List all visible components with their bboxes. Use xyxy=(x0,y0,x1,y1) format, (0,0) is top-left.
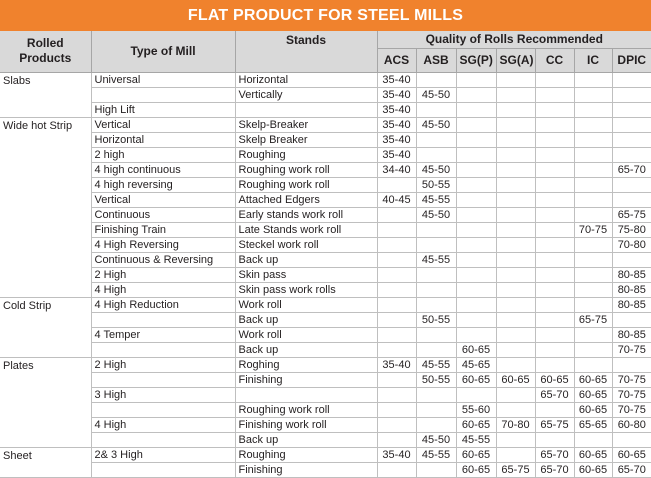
quality-value-cell: 70-80 xyxy=(496,417,535,432)
quality-value-cell: 45-50 xyxy=(416,117,456,132)
quality-value-cell xyxy=(496,282,535,297)
quality-value-cell: 34-40 xyxy=(377,162,416,177)
header-grade: SG(A) xyxy=(496,48,535,72)
quality-value-cell: 60-65 xyxy=(456,342,496,357)
quality-value-cell xyxy=(535,72,574,87)
table-row xyxy=(0,372,651,387)
quality-value-cell xyxy=(574,297,612,312)
quality-value-cell xyxy=(496,147,535,162)
stand-cell: Back up xyxy=(235,342,377,357)
quality-value-cell: 40-45 xyxy=(377,192,416,207)
quality-value-cell: 35-40 xyxy=(377,72,416,87)
quality-value-cell: 70-75 xyxy=(574,222,612,237)
header-grade: DPIC xyxy=(612,48,651,72)
quality-value-cell xyxy=(496,207,535,222)
quality-value-cell xyxy=(612,357,651,372)
quality-value-cell xyxy=(456,117,496,132)
quality-value-cell: 45-55 xyxy=(456,432,496,447)
quality-value-cell xyxy=(535,267,574,282)
table-row xyxy=(0,357,651,372)
quality-value-cell xyxy=(416,237,456,252)
table-row xyxy=(0,402,651,417)
quality-value-cell xyxy=(574,357,612,372)
quality-value-cell xyxy=(574,102,612,117)
quality-value-cell xyxy=(377,222,416,237)
quality-value-cell: 45-50 xyxy=(416,432,456,447)
quality-value-cell xyxy=(496,87,535,102)
stand-cell: Skelp Breaker xyxy=(235,132,377,147)
quality-value-cell: 80-85 xyxy=(612,327,651,342)
quality-value-cell xyxy=(535,117,574,132)
quality-value-cell: 65-70 xyxy=(535,447,574,462)
quality-value-cell: 35-40 xyxy=(377,447,416,462)
quality-value-cell xyxy=(456,207,496,222)
quality-value-cell: 65-75 xyxy=(612,207,651,222)
table-row xyxy=(0,207,651,222)
quality-value-cell xyxy=(496,237,535,252)
header-grade: CC xyxy=(535,48,574,72)
quality-value-cell: 45-50 xyxy=(416,207,456,222)
stand-cell: Finishing xyxy=(235,372,377,387)
mill-type-cell: 4 high continuous xyxy=(91,162,235,177)
mill-type-cell: 2 High xyxy=(91,267,235,282)
quality-value-cell: 50-55 xyxy=(416,372,456,387)
quality-value-cell xyxy=(496,177,535,192)
quality-value-cell: 60-80 xyxy=(612,417,651,432)
stand-cell: Back up xyxy=(235,252,377,267)
mill-type-cell xyxy=(91,402,235,417)
quality-value-cell xyxy=(377,207,416,222)
quality-value-cell: 35-40 xyxy=(377,87,416,102)
quality-value-cell xyxy=(377,372,416,387)
quality-value-cell xyxy=(535,222,574,237)
rolled-product-cell: Plates xyxy=(0,357,91,447)
stand-cell: Finishing work roll xyxy=(235,417,377,432)
quality-value-cell: 35-40 xyxy=(377,357,416,372)
mill-type-cell: 4 Temper xyxy=(91,327,235,342)
header-grade: SG(P) xyxy=(456,48,496,72)
quality-value-cell xyxy=(535,177,574,192)
quality-value-cell xyxy=(416,342,456,357)
stand-cell: Back up xyxy=(235,312,377,327)
quality-value-cell xyxy=(377,252,416,267)
stand-cell: Roghing xyxy=(235,357,377,372)
quality-value-cell xyxy=(456,312,496,327)
quality-value-cell: 60-65 xyxy=(574,387,612,402)
quality-value-cell: 75-80 xyxy=(612,222,651,237)
quality-value-cell: 65-70 xyxy=(612,162,651,177)
quality-value-cell xyxy=(456,147,496,162)
quality-value-cell xyxy=(612,192,651,207)
mill-type-cell xyxy=(91,87,235,102)
header-grade: IC xyxy=(574,48,612,72)
quality-value-cell xyxy=(416,462,456,477)
quality-value-cell xyxy=(535,132,574,147)
quality-value-cell xyxy=(612,72,651,87)
stand-cell: Skelp-Breaker xyxy=(235,117,377,132)
quality-value-cell xyxy=(535,312,574,327)
quality-value-cell: 60-65 xyxy=(456,417,496,432)
quality-value-cell xyxy=(574,162,612,177)
quality-value-cell: 70-75 xyxy=(612,402,651,417)
quality-value-cell: 60-65 xyxy=(496,372,535,387)
header-rolled-products: Rolled Products xyxy=(0,31,91,72)
quality-value-cell xyxy=(574,267,612,282)
mill-type-cell xyxy=(91,312,235,327)
quality-value-cell xyxy=(377,237,416,252)
quality-value-cell xyxy=(574,192,612,207)
quality-value-cell: 60-65 xyxy=(574,447,612,462)
quality-value-cell xyxy=(416,267,456,282)
header-quality: Quality of Rolls Recommended xyxy=(377,31,651,48)
quality-value-cell: 60-65 xyxy=(456,462,496,477)
quality-value-cell xyxy=(496,102,535,117)
stand-cell xyxy=(235,102,377,117)
quality-value-cell xyxy=(574,327,612,342)
quality-value-cell xyxy=(377,417,416,432)
quality-value-cell: 60-65 xyxy=(574,462,612,477)
quality-value-cell xyxy=(496,297,535,312)
quality-value-cell xyxy=(377,327,416,342)
quality-value-cell: 65-70 xyxy=(535,462,574,477)
quality-value-cell xyxy=(416,132,456,147)
quality-value-cell xyxy=(377,402,416,417)
stand-cell: Roughing xyxy=(235,447,377,462)
mill-type-cell xyxy=(91,372,235,387)
quality-value-cell xyxy=(612,177,651,192)
quality-value-cell xyxy=(535,402,574,417)
table-row xyxy=(0,87,651,102)
mill-type-cell: 3 High xyxy=(91,387,235,402)
quality-value-cell xyxy=(535,87,574,102)
quality-value-cell xyxy=(456,222,496,237)
quality-value-cell xyxy=(416,102,456,117)
stand-cell: Steckel work roll xyxy=(235,237,377,252)
quality-value-cell xyxy=(416,222,456,237)
quality-value-cell xyxy=(496,252,535,267)
table-row xyxy=(0,117,651,132)
quality-value-cell xyxy=(456,387,496,402)
header-type-of-mill: Type of Mill xyxy=(91,31,235,72)
quality-value-cell: 70-75 xyxy=(612,387,651,402)
page-title: FLAT PRODUCT FOR STEEL MILLS xyxy=(0,0,651,31)
mill-type-cell: 2 high xyxy=(91,147,235,162)
quality-value-cell xyxy=(456,162,496,177)
quality-value-cell: 50-55 xyxy=(416,312,456,327)
quality-value-cell: 65-75 xyxy=(574,312,612,327)
quality-value-cell xyxy=(574,177,612,192)
header-stands: Stands xyxy=(235,31,377,72)
quality-value-cell xyxy=(377,177,416,192)
quality-value-cell xyxy=(535,297,574,312)
stand-cell: Attached Edgers xyxy=(235,192,377,207)
quality-value-cell: 55-60 xyxy=(456,402,496,417)
table-row xyxy=(0,102,651,117)
quality-value-cell xyxy=(612,312,651,327)
mill-type-cell xyxy=(91,462,235,477)
quality-value-cell: 45-50 xyxy=(416,162,456,177)
quality-value-cell xyxy=(416,282,456,297)
quality-value-cell xyxy=(377,432,416,447)
quality-value-cell xyxy=(377,387,416,402)
quality-value-cell xyxy=(574,87,612,102)
mill-type-cell: 4 High xyxy=(91,282,235,297)
table-row xyxy=(0,192,651,207)
table-row xyxy=(0,267,651,282)
quality-value-cell xyxy=(456,327,496,342)
rolled-product-cell: Slabs xyxy=(0,72,91,117)
rolls-table xyxy=(0,31,651,478)
header-grade: ASB xyxy=(416,48,456,72)
mill-type-cell: 4 High xyxy=(91,417,235,432)
table-row xyxy=(0,162,651,177)
stand-cell: Roughing work roll xyxy=(235,177,377,192)
quality-value-cell xyxy=(416,387,456,402)
quality-value-cell xyxy=(574,342,612,357)
stand-cell: Work roll xyxy=(235,327,377,342)
table-row xyxy=(0,297,651,312)
table-row xyxy=(0,132,651,147)
stand-cell: Roughing work roll xyxy=(235,162,377,177)
mill-type-cell: Continuous xyxy=(91,207,235,222)
quality-value-cell xyxy=(574,237,612,252)
quality-value-cell xyxy=(535,282,574,297)
mill-type-cell: Horizontal xyxy=(91,132,235,147)
stand-cell: Late Stands work roll xyxy=(235,222,377,237)
quality-value-cell xyxy=(496,402,535,417)
mill-type-cell: 2 High xyxy=(91,357,235,372)
quality-value-cell xyxy=(456,87,496,102)
quality-value-cell xyxy=(496,192,535,207)
quality-value-cell: 60-65 xyxy=(535,372,574,387)
quality-value-cell xyxy=(377,297,416,312)
quality-value-cell: 65-75 xyxy=(496,462,535,477)
quality-value-cell: 45-65 xyxy=(456,357,496,372)
quality-value-cell: 80-85 xyxy=(612,297,651,312)
quality-value-cell: 45-55 xyxy=(416,192,456,207)
quality-value-cell xyxy=(496,132,535,147)
quality-value-cell xyxy=(496,312,535,327)
table-row xyxy=(0,447,651,462)
table-row xyxy=(0,177,651,192)
stand-cell: Skin pass work rolls xyxy=(235,282,377,297)
quality-value-cell: 65-70 xyxy=(612,462,651,477)
stand-cell xyxy=(235,387,377,402)
mill-type-cell: 4 High Reduction xyxy=(91,297,235,312)
quality-value-cell xyxy=(456,267,496,282)
quality-value-cell: 35-40 xyxy=(377,132,416,147)
table-row xyxy=(0,417,651,432)
quality-value-cell xyxy=(456,192,496,207)
quality-value-cell xyxy=(377,267,416,282)
quality-value-cell xyxy=(496,342,535,357)
quality-value-cell xyxy=(416,327,456,342)
quality-value-cell xyxy=(535,327,574,342)
stand-cell: Skin pass xyxy=(235,267,377,282)
stand-cell: Back up xyxy=(235,432,377,447)
quality-value-cell: 45-55 xyxy=(416,252,456,267)
quality-value-cell: 60-65 xyxy=(612,447,651,462)
quality-value-cell xyxy=(496,357,535,372)
quality-value-cell xyxy=(535,207,574,222)
rolled-product-cell: Cold Strip xyxy=(0,297,91,357)
stand-cell: Roughing work roll xyxy=(235,402,377,417)
quality-value-cell: 70-75 xyxy=(612,342,651,357)
mill-type-cell: 4 High Reversing xyxy=(91,237,235,252)
quality-value-cell: 70-75 xyxy=(612,372,651,387)
quality-value-cell xyxy=(416,147,456,162)
quality-value-cell xyxy=(456,102,496,117)
stand-cell: Roughing xyxy=(235,147,377,162)
quality-value-cell xyxy=(535,192,574,207)
stand-cell: Early stands work roll xyxy=(235,207,377,222)
quality-value-cell xyxy=(496,117,535,132)
mill-type-cell: 2& 3 High xyxy=(91,447,235,462)
quality-value-cell xyxy=(496,267,535,282)
quality-value-cell xyxy=(416,297,456,312)
table-row xyxy=(0,222,651,237)
quality-value-cell xyxy=(612,252,651,267)
quality-value-cell xyxy=(574,252,612,267)
quality-value-cell xyxy=(456,72,496,87)
quality-value-cell xyxy=(535,162,574,177)
quality-value-cell: 50-55 xyxy=(416,177,456,192)
quality-value-cell: 45-55 xyxy=(416,357,456,372)
quality-value-cell xyxy=(535,432,574,447)
quality-value-cell xyxy=(377,282,416,297)
stand-cell: Finishing xyxy=(235,462,377,477)
table-row xyxy=(0,312,651,327)
quality-value-cell xyxy=(456,252,496,267)
quality-value-cell: 60-65 xyxy=(456,372,496,387)
quality-value-cell xyxy=(496,72,535,87)
quality-value-cell xyxy=(612,132,651,147)
quality-value-cell: 60-65 xyxy=(574,372,612,387)
table-row xyxy=(0,432,651,447)
table-row xyxy=(0,237,651,252)
stand-cell: Horizontal xyxy=(235,72,377,87)
quality-value-cell: 45-50 xyxy=(416,87,456,102)
quality-value-cell xyxy=(612,102,651,117)
stand-cell: Work roll xyxy=(235,297,377,312)
quality-value-cell xyxy=(574,282,612,297)
mill-type-cell: Universal xyxy=(91,72,235,87)
table-row xyxy=(0,252,651,267)
quality-value-cell: 70-80 xyxy=(612,237,651,252)
quality-value-cell xyxy=(456,282,496,297)
quality-value-cell xyxy=(496,222,535,237)
quality-value-cell xyxy=(612,432,651,447)
quality-value-cell: 80-85 xyxy=(612,282,651,297)
quality-value-cell xyxy=(496,447,535,462)
table-row xyxy=(0,462,651,477)
quality-value-cell: 35-40 xyxy=(377,117,416,132)
quality-value-cell xyxy=(496,432,535,447)
quality-value-cell: 80-85 xyxy=(612,267,651,282)
quality-value-cell xyxy=(535,342,574,357)
quality-value-cell: 35-40 xyxy=(377,102,416,117)
quality-value-cell: 65-70 xyxy=(535,387,574,402)
table-row xyxy=(0,72,651,87)
quality-value-cell xyxy=(574,72,612,87)
quality-value-cell: 65-65 xyxy=(574,417,612,432)
table-row xyxy=(0,147,651,162)
quality-value-cell xyxy=(535,147,574,162)
rolled-product-cell: Wide hot Strip xyxy=(0,117,91,297)
quality-value-cell xyxy=(574,132,612,147)
mill-type-cell: Vertical xyxy=(91,192,235,207)
quality-value-cell xyxy=(612,147,651,162)
quality-value-cell xyxy=(456,177,496,192)
quality-value-cell xyxy=(377,462,416,477)
quality-value-cell xyxy=(574,432,612,447)
stand-cell: Vertically xyxy=(235,87,377,102)
quality-value-cell: 45-55 xyxy=(416,447,456,462)
quality-value-cell xyxy=(535,237,574,252)
table-row xyxy=(0,387,651,402)
quality-value-cell xyxy=(535,102,574,117)
quality-value-cell xyxy=(456,132,496,147)
quality-value-cell xyxy=(496,387,535,402)
quality-value-cell xyxy=(416,72,456,87)
quality-value-cell: 35-40 xyxy=(377,147,416,162)
mill-type-cell: 4 high reversing xyxy=(91,177,235,192)
quality-value-cell xyxy=(574,117,612,132)
rolled-product-cell: Sheet xyxy=(0,447,91,477)
table-row xyxy=(0,327,651,342)
table-row xyxy=(0,282,651,297)
quality-value-cell xyxy=(535,357,574,372)
quality-value-cell xyxy=(574,207,612,222)
quality-value-cell xyxy=(416,402,456,417)
mill-type-cell xyxy=(91,342,235,357)
mill-type-cell: Vertical xyxy=(91,117,235,132)
mill-type-cell xyxy=(91,432,235,447)
quality-value-cell: 60-65 xyxy=(456,447,496,462)
header-grade: ACS xyxy=(377,48,416,72)
quality-value-cell xyxy=(416,417,456,432)
mill-type-cell: Finishing Train xyxy=(91,222,235,237)
mill-type-cell: High Lift xyxy=(91,102,235,117)
quality-value-cell: 65-75 xyxy=(535,417,574,432)
quality-value-cell xyxy=(456,237,496,252)
quality-value-cell xyxy=(377,312,416,327)
quality-value-cell xyxy=(535,252,574,267)
quality-value-cell xyxy=(612,117,651,132)
quality-value-cell xyxy=(612,87,651,102)
quality-value-cell: 60-65 xyxy=(574,402,612,417)
quality-value-cell xyxy=(574,147,612,162)
quality-value-cell xyxy=(456,297,496,312)
quality-value-cell xyxy=(377,342,416,357)
mill-type-cell: Continuous & Reversing xyxy=(91,252,235,267)
quality-value-cell xyxy=(496,162,535,177)
quality-value-cell xyxy=(496,327,535,342)
table-row xyxy=(0,342,651,357)
